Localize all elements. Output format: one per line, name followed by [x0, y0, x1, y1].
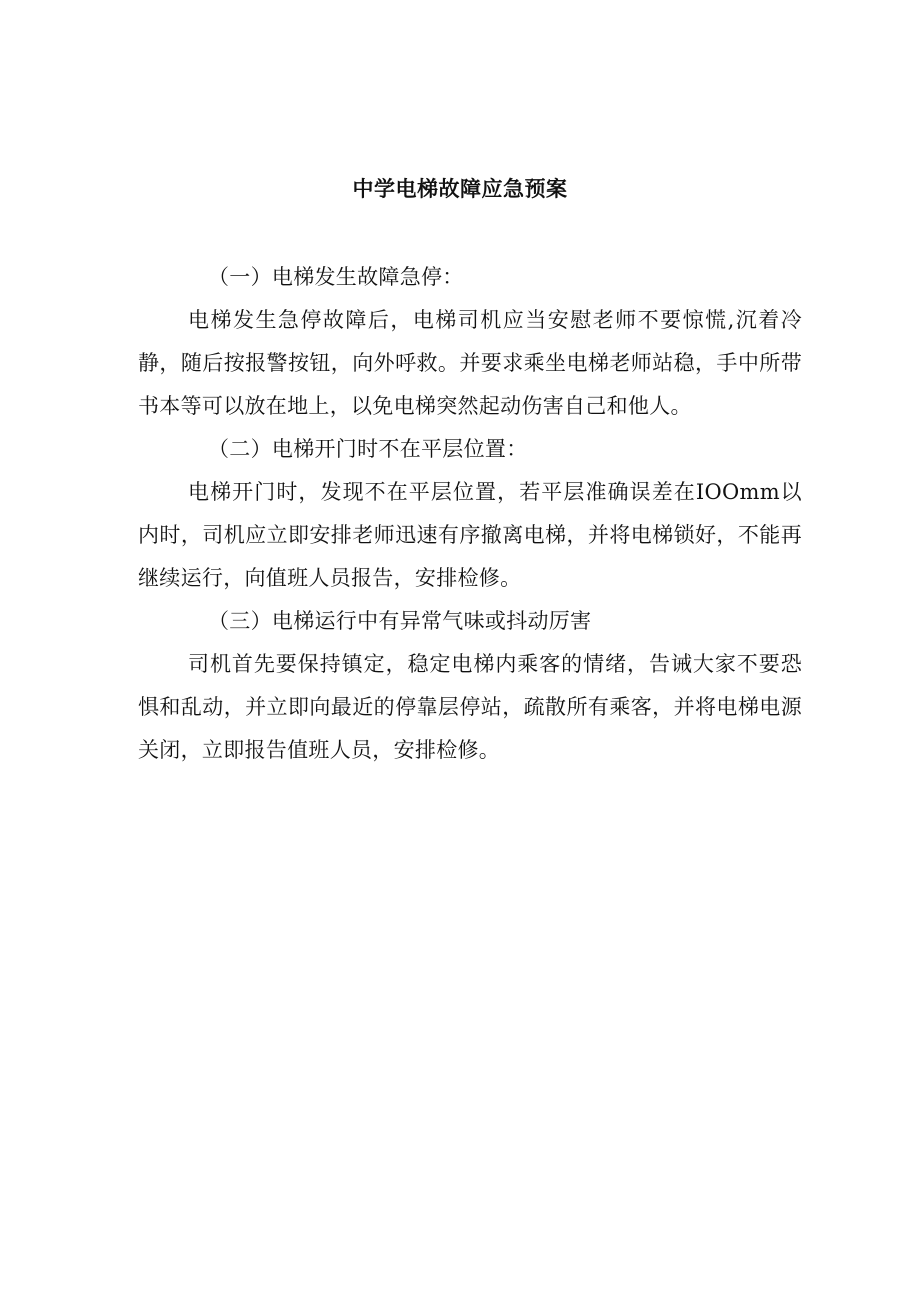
section-body-1: 电梯发生急停故障后，电梯司机应当安慰老师不要惊慌,沉着冷静，随后按报警按钮，向外呼救。并要求乘坐电梯老师站稳，手中所带书本等可以放在地上，以免电梯突然起动伤害自己和他人。 [138, 308, 802, 418]
section-heading-3: （三）电梯运行中有异常气味或抖动厉害 [208, 609, 592, 633]
document-title: 中学电梯故障应急预案 [352, 177, 568, 201]
section-body-2: 电梯开门时，发现不在平层位置，若平层准确误差在IOOmm以内时，司机应立即安排老师迅速有序撤离电梯，并将电梯锁好，不能再继续运行，向值班人员报告，安排检修。 [138, 480, 802, 590]
section-heading-2: （二）电梯开门时不在平层位置： [208, 437, 528, 461]
section-heading-1: （一）电梯发生故障急停： [208, 265, 464, 289]
section-body-3: 司机首先要保持镇定，稳定电梯内乘客的情绪，告诫大家不要恐惧和乱动，并立即向最近的停靠层停站，疏散所有乘客，并将电梯电源关闭，立即报告值班人员，安排检修。 [138, 652, 802, 762]
document-body [138, 256, 802, 772]
